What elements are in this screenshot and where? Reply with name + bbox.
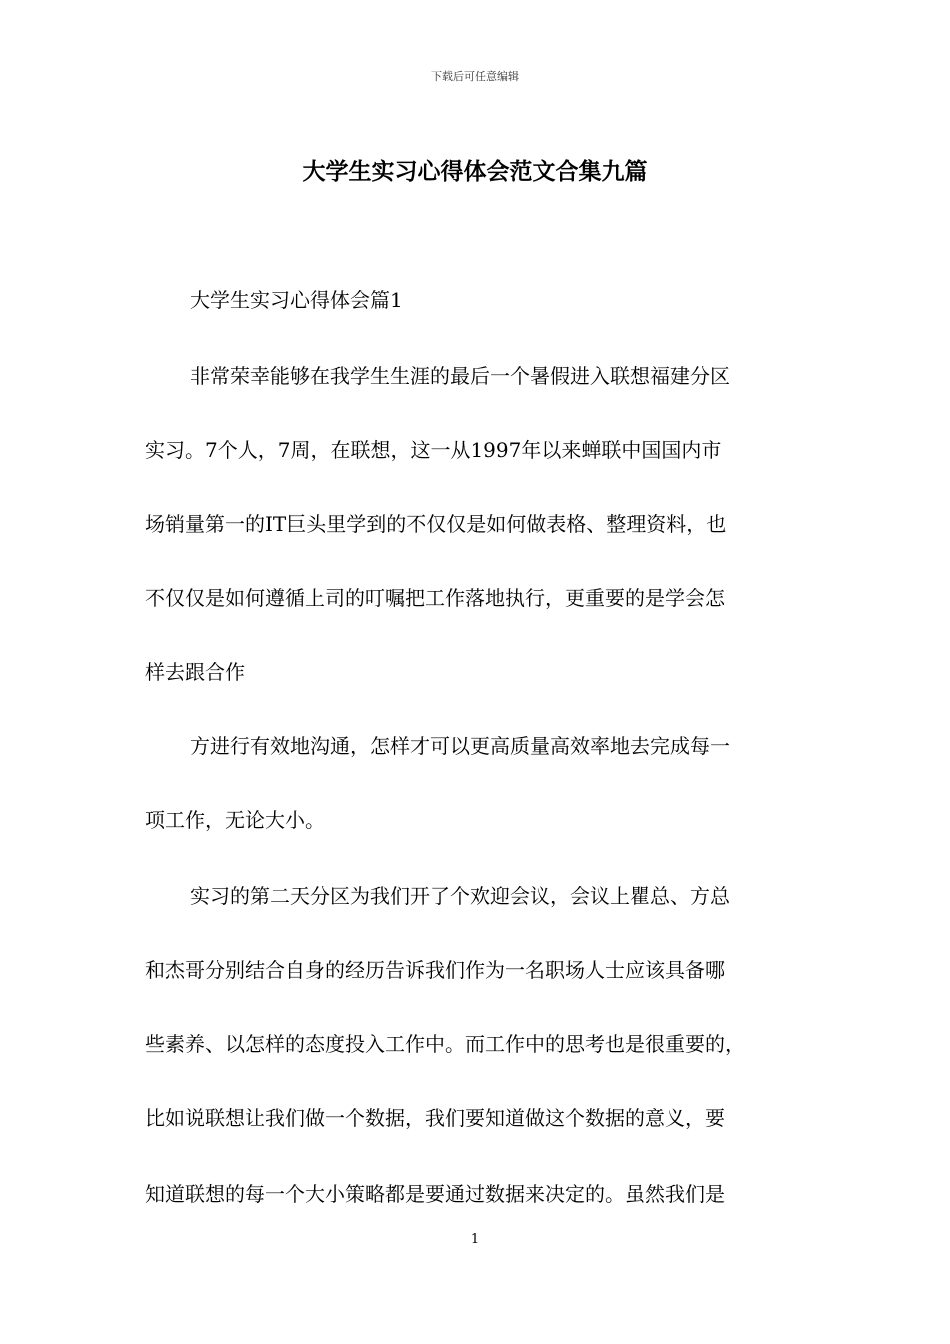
paragraph-line: 样去跟合作 — [145, 660, 245, 684]
paragraph-line: 实习的第二天分区为我们开了个欢迎会议，会议上瞿总、方总 — [190, 884, 730, 908]
paragraph-line: 非常荣幸能够在我学生生涯的最后一个暑假进入联想福建分区 — [190, 364, 730, 388]
paragraph-line: 知道联想的每一个大小策略都是要通过数据来决定的。虽然我们是 — [145, 1182, 725, 1206]
paragraph-line: 项工作，无论大小。 — [145, 808, 325, 832]
paragraph-line: 些素养、以怎样的态度投入工作中。而工作中的思考也是很重要的， — [145, 1032, 745, 1056]
header-note: 下载后可任意编辑 — [431, 70, 519, 83]
paragraph-line: 比如说联想让我们做一个数据，我们要知道做这个数据的意义，要 — [145, 1106, 725, 1130]
paragraph-line: 不仅仅是如何遵循上司的叮嘱把工作落地执行，更重要的是学会怎 — [145, 586, 725, 610]
section-heading: 大学生实习心得体会篇1 — [190, 288, 403, 312]
paragraph-line: 场销量第一的IT巨头里学到的不仅仅是如何做表格、整理资料，也 — [145, 512, 727, 536]
paragraph-line: 方进行有效地沟通，怎样才可以更高质量高效率地去完成每一 — [190, 734, 730, 758]
document-title: 大学生实习心得体会范文合集九篇 — [302, 158, 648, 185]
page-number: 1 — [470, 1232, 480, 1247]
paragraph-line: 和杰哥分别结合自身的经历告诉我们作为一名职场人士应该具备哪 — [145, 958, 725, 982]
paragraph-line: 实习。7个人，7周，在联想，这一从1997年以来蝉联中国国内市 — [145, 438, 722, 462]
